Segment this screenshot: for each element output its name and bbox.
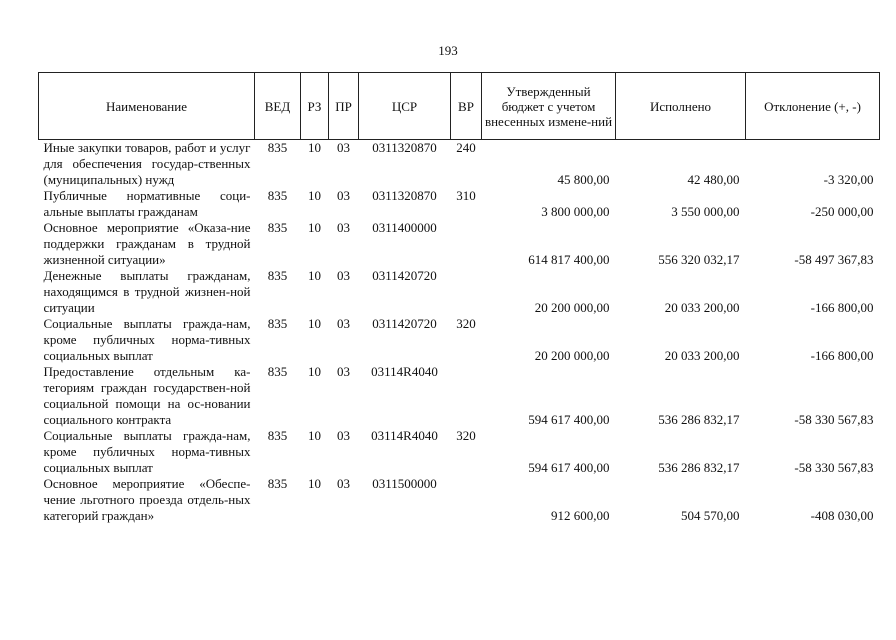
row-rz: 10 bbox=[308, 188, 321, 203]
row-rz: 10 bbox=[308, 220, 321, 235]
row-deviation: -166 800,00 bbox=[810, 348, 874, 363]
row-approved: 20 200 000,00 bbox=[534, 348, 610, 363]
row-deviation: -58 330 567,83 bbox=[794, 460, 874, 475]
row-vr: 240 bbox=[456, 140, 476, 155]
row-name: Денежные выплаты гражданам, находящимся в трудной жизнен-ной ситуации bbox=[43, 268, 251, 315]
header-vr: ВР bbox=[451, 73, 482, 140]
row-name: Социальные выплаты гражда-нам, кроме публичных норма-тивных социальных выплат bbox=[43, 316, 251, 363]
row-csr: 03114R4040 bbox=[371, 428, 438, 443]
table-row bbox=[39, 476, 880, 524]
row-pr: 03 bbox=[337, 316, 350, 331]
page-number: 193 bbox=[438, 43, 458, 58]
table-header-row bbox=[39, 73, 880, 140]
row-deviation: -3 320,00 bbox=[823, 172, 874, 187]
row-pr: 03 bbox=[337, 188, 350, 203]
row-vr: 320 bbox=[456, 428, 476, 443]
row-ved: 835 bbox=[267, 476, 288, 491]
row-deviation: -58 497 367,83 bbox=[794, 252, 874, 267]
row-executed: 3 550 000,00 bbox=[671, 204, 740, 219]
row-name: Иные закупки товаров, работ и услуг для обеспечения государ-ственных (муниципальных) нужд bbox=[43, 140, 251, 187]
row-executed: 556 320 032,17 bbox=[658, 252, 740, 267]
budget-table bbox=[38, 72, 880, 524]
row-approved: 594 617 400,00 bbox=[528, 460, 610, 475]
row-approved: 594 617 400,00 bbox=[528, 412, 610, 427]
row-vr bbox=[451, 268, 482, 316]
row-rz: 10 bbox=[308, 268, 321, 283]
table-row bbox=[39, 364, 880, 428]
row-rz: 10 bbox=[308, 428, 321, 443]
row-name: Основное мероприятие «Обеспе-чение льготного проезда отдель-ных категорий граждан» bbox=[43, 476, 251, 523]
row-csr: 03114R4040 bbox=[371, 364, 438, 379]
row-approved: 20 200 000,00 bbox=[534, 300, 610, 315]
row-name: Публичные нормативные соци-альные выплаты гражданам bbox=[43, 188, 251, 219]
row-vr: 310 bbox=[456, 188, 476, 203]
row-ved: 835 bbox=[267, 220, 288, 235]
row-rz: 10 bbox=[308, 316, 321, 331]
row-vr bbox=[451, 476, 482, 524]
row-csr: 0311420720 bbox=[372, 268, 437, 283]
row-ved: 835 bbox=[267, 140, 288, 155]
row-ved: 835 bbox=[267, 364, 288, 379]
row-name: Основное мероприятие «Оказа-ние поддержки гражданам в трудной жизненной ситуации» bbox=[43, 220, 251, 267]
table-row bbox=[39, 188, 880, 220]
table-row bbox=[39, 268, 880, 316]
row-deviation: -166 800,00 bbox=[810, 300, 874, 315]
table-row bbox=[39, 140, 880, 189]
row-csr: 0311500000 bbox=[372, 476, 437, 491]
header-pr: ПР bbox=[329, 73, 359, 140]
row-ved: 835 bbox=[267, 268, 288, 283]
row-csr: 0311400000 bbox=[372, 220, 437, 235]
row-executed: 536 286 832,17 bbox=[658, 460, 740, 475]
header-ved: ВЕД bbox=[255, 73, 301, 140]
row-pr: 03 bbox=[337, 220, 350, 235]
row-name: Социальные выплаты гражда-нам, кроме публичных норма-тивных социальных выплат bbox=[43, 428, 251, 475]
row-csr: 0311320870 bbox=[372, 140, 437, 155]
row-pr: 03 bbox=[337, 268, 350, 283]
table-row bbox=[39, 428, 880, 476]
row-executed: 20 033 200,00 bbox=[664, 348, 740, 363]
row-vr: 320 bbox=[456, 316, 476, 331]
row-vr bbox=[451, 220, 482, 268]
row-vr bbox=[451, 364, 482, 428]
row-executed: 536 286 832,17 bbox=[658, 412, 740, 427]
row-rz: 10 bbox=[308, 476, 321, 491]
header-executed: Исполнено bbox=[616, 73, 746, 140]
row-deviation: -250 000,00 bbox=[810, 204, 874, 219]
row-csr: 0311420720 bbox=[372, 316, 437, 331]
row-approved: 3 800 000,00 bbox=[541, 204, 610, 219]
row-approved: 912 600,00 bbox=[551, 508, 610, 523]
row-pr: 03 bbox=[337, 364, 350, 379]
header-csr: ЦСР bbox=[359, 73, 451, 140]
header-rz: РЗ bbox=[301, 73, 329, 140]
row-executed: 20 033 200,00 bbox=[664, 300, 740, 315]
table-row bbox=[39, 220, 880, 268]
row-pr: 03 bbox=[337, 140, 350, 155]
row-csr: 0311320870 bbox=[372, 188, 437, 203]
row-deviation: -408 030,00 bbox=[810, 508, 874, 523]
row-rz: 10 bbox=[308, 364, 321, 379]
table-row bbox=[39, 316, 880, 364]
row-name: Предоставление отдельным ка-тегориям граждан государствен-ной социальной помощи на ос-новании социального контракта bbox=[43, 364, 251, 427]
header-approved: Утвержденный бюджет с учетом внесенных измене-ний bbox=[482, 73, 616, 140]
row-ved: 835 bbox=[267, 316, 288, 331]
row-rz: 10 bbox=[308, 140, 321, 155]
row-approved: 614 817 400,00 bbox=[528, 252, 610, 267]
row-pr: 03 bbox=[337, 476, 350, 491]
row-executed: 504 570,00 bbox=[681, 508, 740, 523]
row-ved: 835 bbox=[267, 428, 288, 443]
row-pr: 03 bbox=[337, 428, 350, 443]
row-ved: 835 bbox=[267, 188, 288, 203]
header-deviation: Отклонение (+, -) bbox=[746, 73, 880, 140]
header-name: Наименование bbox=[39, 73, 255, 140]
row-approved: 45 800,00 bbox=[557, 172, 610, 187]
row-executed: 42 480,00 bbox=[687, 172, 740, 187]
row-deviation: -58 330 567,83 bbox=[794, 412, 874, 427]
